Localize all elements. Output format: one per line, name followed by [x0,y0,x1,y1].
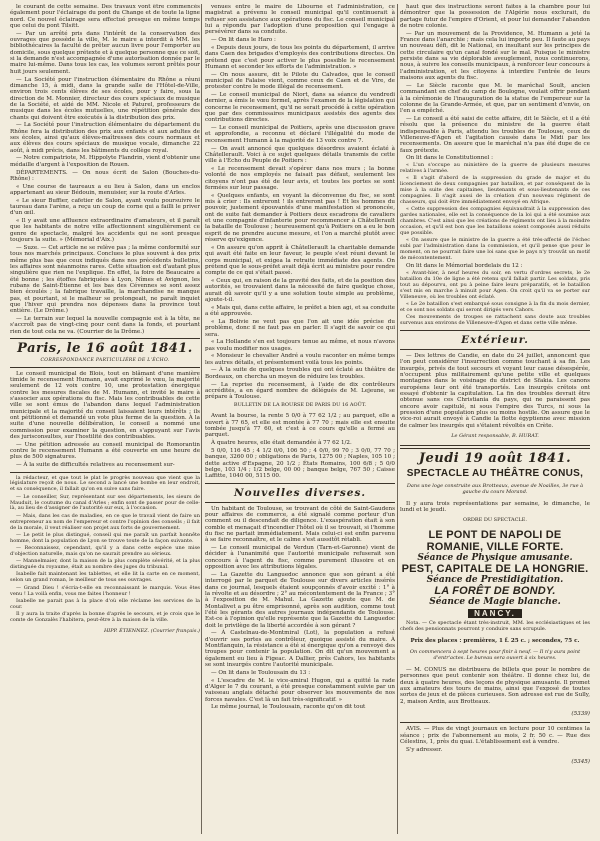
paragraph: — La reprise du recensement, à l'aide de dix contrôleurs accrédités, a en égard nombre de délégués de M. Lejeune, se prépare à Toulouse. [205,381,395,401]
paragraph: — Le conseil a été saisi de cette affaire, dit le Siècle, et il a été résolu que la présence du ministre de la guerre était indispensable à Paris, attendu les troubles de Toulouse, ceux de Villeneuve-d'Agen et l'agitation causée dans le Midi par les recensements. On assure que le maréchal n'a pas été dupe de ce faux prétexte. [400,116,590,154]
paragraph: — À Castelnau-de-Montmiral (Lot), la population a refusé d'ouvrir ses portes au contrôleur, quoique assisté du maire. À Montflanquin, la résistance a été si énergique qu'on a renvoyé des troupes pour contenir la population. On dit qu'un mouvement a également eu lieu à Figeac. A Dallier, près Cahors, les habitants se sont insurgés contre l'autorité municipale. [205,630,395,669]
paragraph: « On assure qu'on apprit à Châtellerault la charitable demande qui avait été faite en leur faveur, le peuple s'est réuni devant le corps municipal, et exigea la retraite immédiate des agents. On prétend que le sous-préfet avait déjà écrit au ministre pour rendre compte de ce qui s'était passé. [205,244,395,277]
paragraph: — La Société pour l'instruction élémentaire du Rhône a réuni dimanche 15, à midi, dans la grande salle de l'Hôtel-de-Ville, environ trois cents élèves de ses écoles, pour y faire, sous la direction de M. Monnier, directeur des cours spéciaux de musique de la Société, et aidé de MM. Nicole et Paturel, professeurs de musique dans les écoles mutuelles, une répétition générale des chants qui doivent être exécutés à la distribution des prix. [10,76,200,121]
exterieur-heading: Extérieur. [461,333,529,346]
paragraph: Il y aura la traite d'après la bonne d'après le secours, et je crois que le comte de Gonzalès l'habitera, peut-être à la maison de la ville. [10,611,200,623]
paragraph: « Il s'agit d'abord de la suppression du grade de major et du licenciement de deux compagnies par bataillon, et par conséquent de la mise à la suite des capitaines, lieutenants et sous-lieutenants de ces compagnies. Il s'agit aussi de la création d'un nouveau régiment de chasseurs, qui doit être immédiatement envoyé en Afrique. [400,175,590,206]
paragraph: — À la suite de quelques troubles qui ont éclaté au théâtre de Bordeaux, on chercha un moyen de réduire les troubles. [205,367,395,380]
paragraph: Isabelle fait maintenant les tablettes, et elle lit la carte en ce moment, selon un grand roman, le meilleur de tous ses ouvrages. [10,571,200,584]
paragraph: Un habitant de Toulouse, se trouvant de côté de Saint-Gaudens pour affaires de commerce, a été signalé comme porteur d'un comment ou il descendait de diligence. L'exaspération était à son comble et menaçait d'incendier l'hôtel où il se trouvait, si l'homme du fisc ne partait immédiatement. Mais celui-ci est enfin parvenu à se faire reconnaître, et le calme s'est aussitôt rétabli. [205,505,395,544]
paragraph: — Par un mouvement de la Providence, M. Humann a jeté la France dans l'anarchie ; mais cela lui importe peu. Il faute au pays un nouveau défi, dit le National, en insultant sur les principes de cette circulaire qu'un canal fondé sur le mal. Puisque le ministre persiste dans sa vie déplorable aveuglement, nous continuerons, nous, à suivre les conseils municipaux, à renforcer leur concours à l'administration, et les citoyens à interdire l'entrée de leurs maisons aux agents du fisc. [400,30,590,82]
paragraph: — À la suite de difficultés relatives au recensement sur- [16,462,175,469]
paragraph: — Le terrain sur lequel la nouvelle compagnie est à la tête, ne s'accroît pas de vingt-cinq pour cent dans la fonds, et pourtant rien de tout cela ne va. (Courrier de la Drôme.) [10,316,200,335]
paragraph: la rédacteur, et que tout le plat le progrès nouveau que vient que la législature reçoit de nous. Le second a lancé une bombe en leur endroit, et sa conséquence, il fallait qu'on en suive sans faire. [10,474,200,493]
theatre-body: Il y aura trois représentations par semaine, le dimanche, le lundi et le jeudi. [400,500,590,514]
paragraph: — Le conseil municipal de Poitiers, après une discussion grave et approfondie, a reconnu et déclaré l'illégalité du mode de recensement Humann à la majorité de 13 voix contre 7. [205,125,395,144]
column-3 [400,4,590,834]
paragraph: Le conseil municipal de Blois, tout en blâmant d'une manière timide le recensement Humann, avait exprimé le vœu, la majorité seulement de 12 voix contre 10, une protestation énergique contre les mesures fiscales de M. Humann, et invité le maire à s'associer aux opérations du fisc. Mais les contribuables de cette ville se sont émus de l'abandon dans lequel l'administration municipale et la majorité du conseil laissaient leurs intérêts ; ils ont pétitionné et demandé un vote plus ferme de la question. À la suite d'une nouvelle délibération, le conseil a nommé une commission pour examiner la question, en s'appuyant sur l'avis des jurisconsultes, sur l'hostilité des contribuables. [10,370,200,441]
paragraph: « La Hollande s'en est toujours tenue au même, et nous n'avons pas voulu modifier nos usages. [205,339,395,352]
divider [400,349,590,350]
col1-departments [10,170,200,336]
paragraph: — Le petit le plus distingué, conseil qui me paraît un parfait honnête homme, dont la population de Lyon se trouve toute de la façon suivante. [10,531,200,544]
paragraph: « Depuis deux jours, de tous les points du département, il arrive dans Caen des brigades d'employés des contributions directes. On prétend que c'est pour activer le plus possible le recensement Humann et seconder les efforts de l'administration. » [205,44,395,70]
paragraph: — On avait annoncé que quelques désordres avaient éclaté à Châtellerault. Voici à ce sujet quelques détails transmis de cette ville à l'Écho du Peuple de Poitiers : [205,145,395,165]
conus-notice: — M. CONUS ne distribuera de billets que pour le nombre de personnes que peut contenir son théâtre. Il donne chez lui, de deux à quatre heures, des leçons de physique amusante. Il promet aux amateurs des tours de mains, ainsi que l'exposé de toutes sortes de jeux et de pièces curieuses. Son adresse est rue de Sully, 2, maison Ardin, aux Brotteaux. [400,666,590,705]
paragraph: — Le conseil municipal de Verdun (Tarn-et-Garonne) vient de décider à l'unanimité que l'autorité municipale refuserait son concours à l'agent du fisc, comme purement illusoire et en opposition avec les attributions légales. [205,545,395,571]
paragraph: « L'escadre de M. le vice-amiral Hugon, qui a quitté la rade d'Alger le 7 du courant, a été presque constamment suivie par un vaisseau anglais détaché pour observer les mouvements de nos forces navales. C'est là un fait très-significatif. » [205,677,395,703]
divider [10,472,200,473]
prices: Prix des places : premières, 1 f. 25 c. ; secondes, 75 c. [410,638,580,645]
feuilleton [10,476,200,635]
column-2 [205,4,395,834]
paragraph: « Une course de taureaux a eu lieu à Salon, dans un enclos appartenant au sieur Bédouin, menuisier, sur la route d'Arles. [10,183,200,196]
paragraph: « Monsieur le chevalier André a voulu raconter en même temps les autres détails, et présentement voilà tous les points. [205,353,395,366]
theatre-note: Nota. — Ce spectacle étant très-instruit, MM. les ecclésiastiques et les chefs des pensionnats pourront y conduire sans scrupule. [400,619,590,632]
divider [205,483,395,484]
paragraph: « L'un s'occupe au ministère de la guerre de plusieurs mesures relatives à l'armée. [400,162,590,175]
conus-number: (5339) [571,710,590,717]
divider [205,502,395,503]
bourse-title: BULLETIN DE LA BOURSE DE PARIS DU 16 AOÛT. [233,401,367,408]
divider [400,330,590,331]
paragraph: DÉPARTEMENTS. — On nous écrit de Salon (Bouches-du-Rhône) : [10,169,200,182]
paragraph: — Suze. — Cet article ne se relève pas ; la même conformité sur tous nos marchés principaux. Conclues le plus souvent à des prix même plus bas que ceux indiqués dans nos précédents bulletins, les affaires sont néanmoins rares. Cette situation est d'autant plus singulière que rien ne l'explique. En effet, la foire de Beaucaire a été bonne ; les étoffes fabriquées à Lyon, Nîmes et Avignon, les rubans de Saint-Étienne et les bas des Cévennes se sont assez bien écoulés ; la fabrique travaille, la marchandise ne manque pas, et pourtant, si le malheur se prolongeait, ne paraît inquiet que l'hiver qui prendra nos dépenses dans la province tout entière. (Le Drôme.) [10,244,200,315]
paragraph: — Une pétition adressée au conseil municipal de Romorantin contre le recensement Humann a été couverte en une heure de plus de 500 signatures. [10,441,200,461]
col1-intro [10,4,200,168]
theatre-subtitle: Dans une loge construite aux Brotteaux, avenue de Noailles, 3e rue à gauche du cours Morand. [406,482,584,495]
paragraph: À quatre heures, elle était demandée à 77 62 1/2. [211,440,352,447]
paragraph: — Reconnaissez, cependant, qu'il y a dans cette espèce une mise d'objection naturelle, mais qu'on ne saurait prendre au sérieux. [10,545,200,557]
paragraph: venues entre le maire de Libourne et l'administration, ce magistrat a prévenu le conseil municipal qu'il continuerait à refuser son assistance aux opérations du fisc. Le conseil municipal lui a répondu par l'adoption d'une proposition qui l'engage à persévérer dans sa conduite. [205,4,395,36]
avis-number: (5345) [571,758,590,765]
paragraph: le courant de cette semaine. Des travaux vont être commencés également pour l'éclairage du pont du Change et de toute la ligne nord. Ce nouvel éclairage sera effectué presque en même temps que celui du pont Tilsitt. [10,4,200,30]
column-1 [10,4,200,834]
paragraph: — La Société pour l'instruction élémentaire du département du Rhône fera la distribution des prix aux enfants et aux adultes de ses écoles, ainsi qu'aux élèves-maîtresses des cours normaux et aux élèves des cours spéciaux de musique vocale, dimanche 22 août, à midi précis, dans les bâtiments du collège royal. [10,122,200,154]
act-seance: Séance de Magie blanche. [429,597,561,608]
paragraph: « Le recensement devait s'opérer dans nos murs ; la bonne volonté de nos employés ne faisait pas défaut, seulement les citoyens n'ont pas été de leur avis, et toutes les portes se sont fermées sur leur passage. [205,165,395,192]
paris-subtitle: CORRESPONDANCE PARTICULIÈRE DE L'ÉCHO. [40,358,170,364]
paragraph: Le même journal, le Toulousain, raconte qu'on dit tout [211,704,366,711]
act-title: LA FORÊT DE BONDY. [434,585,556,598]
paragraph: — Grand Dieu ! s'écria-t-elle en reconnaissant le marquis. Vous êtes venu ! La voilà enfin, vous me faites l'honneur ! [10,584,200,597]
act-title: PEST, CAPITALE DE LA HONGRIE. [401,563,589,576]
paragraph: haut que des instructions seront faites à la chambre pour lui démontrer que la possession de l'Algérie nous exclurait, du partage futur de l'empire d'Orient, et pour lui demander l'abandon de notre colonie. [400,4,590,30]
theatre-date: Jeudi 19 août 1841. [418,450,572,466]
divider [400,722,590,723]
act-seance: Séance de Physique amusante. [417,553,573,564]
act-title: LE PONT DE NAPOLI DE ROMANIE, VILLE FORTE. [426,529,564,554]
paragraph: — La Gazette du Languedoc annonce que son gérant a été interrogé par le parquet de Toulouse sur divers articles insérés dans ce journal, lesquels étaient soupçonnés d'avoir excité : 1° à la révolte et au désordre ; 2° au mécontentement de la France ; 3° à l'exposition de M. Mahul. La Gazette ajoute que M. de Montalivet a pu être emprisonné, après son audition, comme tout l'été les gérants des autres journaux indépendants de Toulouse. Est-ce à l'opinion qu'elle représente que la Gazette du Languedoc doit le privilège de la liberté accordée à son gérant ? [205,571,395,629]
paragraph: « Cette suppression des compagnies équivaudrait à la suppression des gardes nationales, elle est la conséquence de la loi qui a été soumise aux chambres. C'est ainsi que les créations de régiments ont lieu à la moindre occasion, et qu'il est bon que les bataillons soient composés aussi réduits que possible. [400,206,590,236]
paragraph: — Le Siècle raconte que M. le maréchal Soult, ancien commandant en chef du camp de Boulogne, voulait offrir pendant à la cérémonie de l'inauguration de la statue de l'empereur sur la colonne de la Grande-Armée, et que, par un sentiment d'envie, on l'en a empêché. [400,82,590,115]
paragraph: — Des lettres de Candie, en date du 24 juillet, annoncent que l'on peut considérer l'insurrection comme touchant à sa fin. Les insurgés, privés de tout secours et voyant leur cause désespérée, n'occupent plus militairement qu'une petite ville et quelques montagnes dans le voisinage du district de Sfakia. Les canons européens leur ont été transportés. Les insurgés crétois ont essayé d'obtenir la capitulation. La fin des troubles devrait être obtenue sans ces Christiania du pays, qui ne paraissent pas encore avoir capitulé, ni sous l'empire des Turcs, ni sous la pression d'une population plus ou moins hostile. On assure que le vice-roi aurait envoyé à Candie la flotte égyptienne avec mission de calmer les insurgés qui s'étaient révoltés en Crète. [400,352,590,429]
paragraph: « Mais qui, dans cette affaire, le préfet a bien agi, et sa conduite a été approuvée. [205,304,395,318]
act-seance: Séance de Prestidigitation. [426,575,564,586]
paragraph: — Mannelmaier, dont la maison de la plus complète sévérité, et la plus distinguée du royaume, était au nombre des juges du tribunal. [10,558,200,571]
paris-dateline: Paris, le 16 août 1841. [17,341,193,357]
paragraph: « Le 2e bataillon s'est embarqué sous consigne à la fin du mois dernier, et ce sont nos soldats qui seront dirigés vers Cahors. [400,300,590,313]
paragraph: « Il y avait une affluence extraordinaire d'amateurs, et il paraît que les habitants de notre ville affectionnent singulièrement ce genre de spectacle, malgré les accidents qui ne sont presque toujours la suite. » (Mémorial d'Aix.) [10,218,200,244]
paragraph: « La Bolivie ne veut pas que l'on ait une idée précise du problème, donc il ne faut pas en parler. Il s'agit de savoir ce qui sera. [205,318,395,338]
divider [400,445,590,449]
paragraph: « Avant-hier, à neuf heures du soir, en vertu d'ordres secrets, le 2e bataillon du 10e de ligne a été retenu qu'il fallait partir. Les soldats, pris tout au dépourvu, ont pu à peine faire leurs préparatifs, et le bataillon s'est mis en marche à minuit pour Agen. On croit qu'il va se porter sur Villeneuve, où les troubles ont éclaté. [400,270,590,300]
paragraph: — Le conseiller, Sur, représentant sur ses départements, les sieurs de Mauduit, le coutume du canal d'Arles ; enfin sont de passer pour de celle-là, au lieu de d'assigner de l'autorité sur eux, à l'occasion. [10,493,200,512]
theatre-order: ORDRE DU SPECTACLE. [462,517,527,524]
nouvelles-heading: Nouvelles diverses. [233,486,367,499]
paragraph: Avant la bourse, la rente 5 0/0 à 77 62 1/2 ; au parquet, elle a ouvert à 77 65, et elle est montée à 77 70 ; mais elle est ensuite tombée jusqu'à 77 60, et c'est à ce cours qu'elle a fermé au parquet. [205,413,395,439]
paragraph: Ces mouvements de troupes se rattachent sans doute aux troubles survenus aux environs de Villeneuve-d'Agen et dans cette ville même. [400,314,590,327]
paragraph: — On lit dans le Haro : [211,37,276,44]
nancy-banner: NANCY. [468,609,522,618]
paragraph: — Le conseil municipal de Niort, dans sa séance du vendredi dernier, a émis le vœu formel, après l'examen de la législation qui concerne le recensement, qu'il ne serait procédé à cette opération que par des commissaires municipaux assistés des agents des contributions directes. [205,92,395,124]
paragraph: Isabelle ne parait pas à la place d'où elle réclame les services de la cour. [10,597,200,610]
paragraph: — Mais, dans les cas de maladies, en ce que le travail vient de faire un entrepreneur au nom de l'empereur et contre l'opinion des conseils ; il fait de la morale, il veut réaliser son projet aux forts de gouvernement. [10,512,200,531]
column-rule [201,4,202,834]
paragraph: — Notre compatriote, M. Hippolyte Flandrin, vient d'obtenir une médaille d'argent à l'exposition de Rouen. [10,155,200,168]
paragraph: — On lit dans le Toulousain du 13 : [211,669,311,676]
divider [10,367,200,368]
signoff: HIPP. ÉTIENNEZ. (Courrier français.) [103,627,200,634]
divider [10,338,200,339]
avis-address: S'y adresser. [406,746,443,753]
avis-notice: AVIS. — Plus de vingt journaux en lecture pour 10 centimes la séance ; prix de l'abonnement au mois, 2 fr. 50 c. — Rue des Célestins, 1, près du quai. L'établissement est à vendre. [400,726,590,746]
paragraph: « Ceux qui, en raison de la gravité des faits, et de la position des autorités, se trouvaient dans la nécessité de faire quelque chose, aurait dû savoir qu'il y a une solution toute simple au problème, ajoute-t-il. [205,278,395,304]
paragraph: — On nous assure, dit le Pilote du Calvados, que le conseil municipal de Falaise vient, comme ceux de Caen et de Vire, de protester contre le mode illégal de recensement. [205,71,395,91]
paragraph: « On assure que le ministre de la guerre a été très-affecté de l'échec subi par l'administration dans la commission, et qu'il pense que pour le moment, on ne pourrait faire une loi sans que le pays n'y trouvât un motif de mécontentement. [400,237,590,261]
theatre-title: SPECTACLE AU THÉÂTRE CONUS, [406,467,584,479]
paragraph: On lit dans le Mémorial bordelais du 12 : [406,263,523,270]
paragraph: « Le sieur Buffier, cafetier de Salon, ayant voulu poursuivre le taureau dans l'arène, a reçu un coup de corne qui a failli le priver d'un œil. [10,197,200,217]
prices-note: On commencera à sept heures pour finir à neuf. — Il n'y aura point d'entr'actes. Le bureau sera ouvert à six heures. [409,649,581,661]
paragraph: 5 0/0, 116 45 ; 4 1/2 0/0, 106 50 ; 4 0/0, 99 70 ; 3 0/0, 77 70 ; banque, 3260 00 ; obligations de Paris, 1275 00 ; Naples, 105 10 ; dette active d'Espagne, 20 1/2 ; États Romains, 100 6/8 ; 5 0/0 belge, 103 1/4 ; 1/2 belge, 00 00 ; banque belge, 767 50 ; Caisse Laffitte, 1040 00, 5115 00. [205,447,395,480]
column-rule [397,4,398,834]
paragraph: « Quelques enfants, en voyant la déconvenue du fisc, se sont mis à crier : Ils entreront ! ils entreront pas ! Et les hommes du pouvoir, justement épouvantés d'une manifestation si prononcée, ont de suite fait demander à Poitiers deux escadrons de cavaliers et une compagnie d'infanterie pour recommencer à Châtellerault la bataille de Toulouse ; heureusement qu'à Poitiers on a eu le bon esprit de ne prendre aucune mesure, et l'on a marché plutôt avec réserve qu'exigence. [205,192,395,244]
paragraph: — Par un arrêté pris dans l'intérêt de la conservation des ouvrages que possède la ville, M. le maire a interdit à MM. les bibliothécaires la faculté de prêter aucun livre pour l'emporter au domicile, sous quelque prétexte et à quelque personne que ce soit, si la demande n'est accompagnée d'une autorisation donnée par le maire lui-même. Dans tous les cas, les volumes seront prêtés pour huit jours seulement. [10,30,200,75]
paragraph: On lit dans le Constitutionnel : [406,155,493,162]
nancy-banner-wrap [400,609,590,618]
gerant-line: Le Gérant responsable, B. HURAT. [451,433,539,440]
